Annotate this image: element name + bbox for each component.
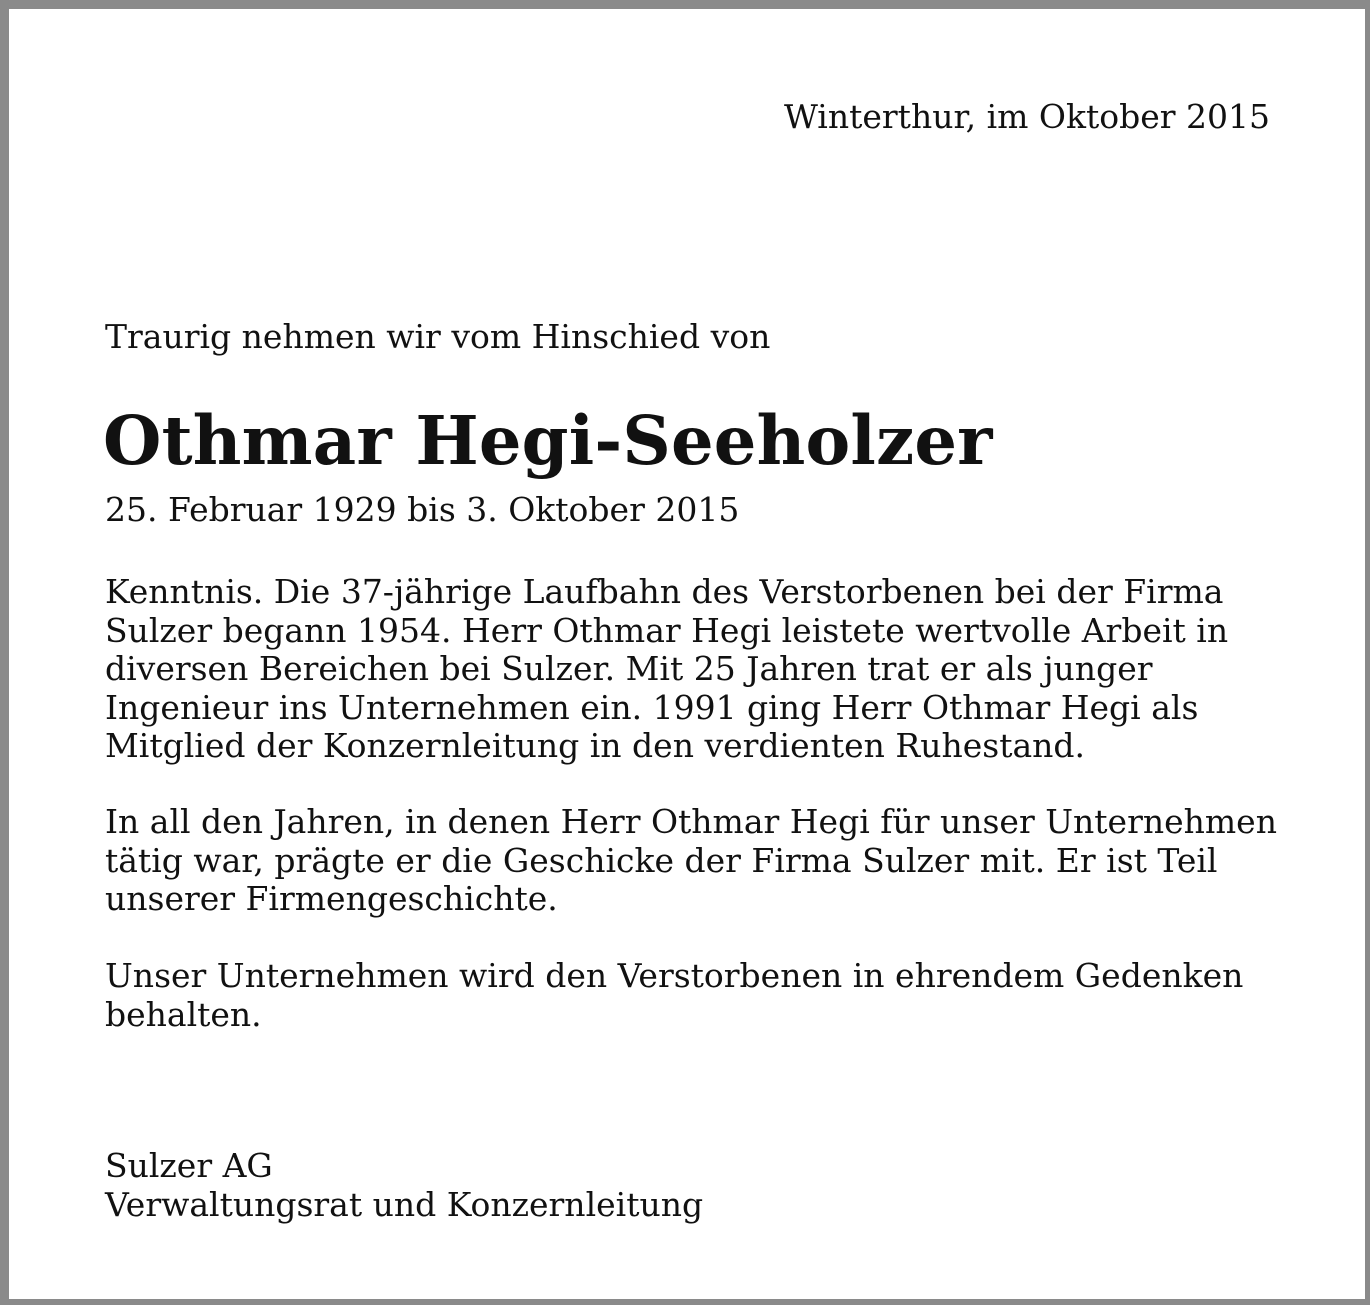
signature-block [105, 1147, 703, 1224]
intro-text: Traurig nehmen wir vom Hinschied von [105, 317, 771, 356]
paragraph-career: Kenntnis. Die 37-jährige Laufbahn des Verstorbenen bei der Firma Sulzer begann 1954. Herr Othmar Hegi leistete wertvolle Arbeit in diversen Bereichen bei Sulzer. Mit 25 Jahren trat er als junger Ingenieur ins Unternehmen ein. 1991 ging Herr Othmar Hegi als Mitglied der Konzernleitung in den verdienten Ruhestand. [105, 572, 1229, 765]
paragraph-remembrance: Unser Unternehmen wird den Verstorbenen in ehrendem Gedenken behalten. [105, 956, 1244, 1034]
place-date: Winterthur, im Oktober 2015 [783, 97, 1270, 136]
signature-company: Sulzer AG [105, 1146, 273, 1185]
lifespan-dates: 25. Februar 1929 bis 3. Oktober 2015 [105, 490, 740, 529]
signature-board: Verwaltungsrat und Konzernleitung [105, 1184, 704, 1224]
deceased-name: Othmar Hegi-Seeholzer [103, 401, 993, 480]
paragraph-legacy: In all den Jahren, in denen Herr Othmar Hegi für unser Unternehmen tätig war, prägte er die Geschicke der Firma Sulzer mit. Er ist Teil unserer Firmengeschichte. [105, 802, 1277, 918]
